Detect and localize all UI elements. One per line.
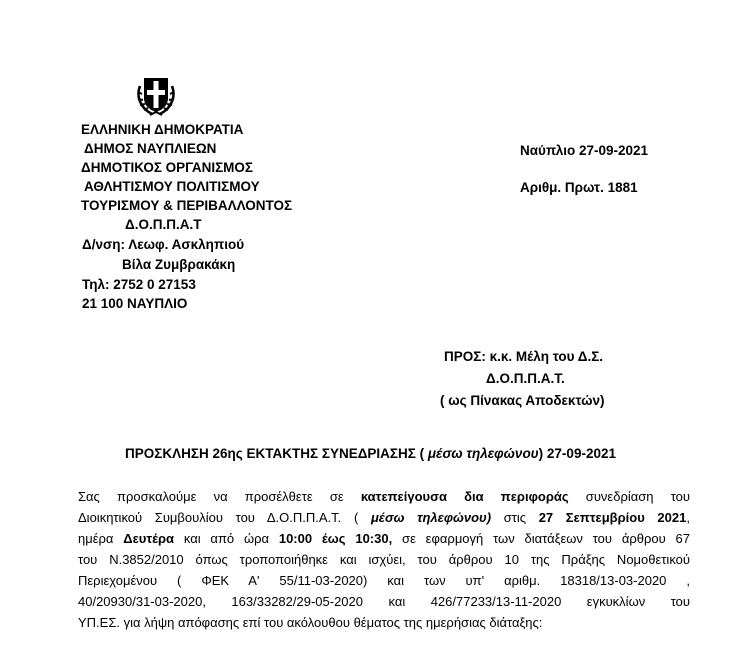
body-line-2: [78, 507, 690, 528]
header-line-address: Δ/νση: Λεωφ. Ασκληπιού: [82, 237, 245, 252]
header-line-phone: Τηλ: 2752 0 27153: [82, 277, 196, 292]
body-line-5: Περιεχομένου ( ΦΕΚ Α' 55/11-03-2020) και των υπ' αριθμ. 18318/13-03-2020 ,: [78, 573, 690, 588]
body-bold-time: 10:00 έως 10:30,: [278, 531, 393, 546]
body-text: Σας προσκαλούμε να προσέλθετε σε: [78, 489, 361, 504]
header-line-organization: ΔΗΜΟΤΙΚΟΣ ΟΡΓΑΝΙΣΜΟΣ: [81, 160, 254, 175]
body-text: ,: [686, 510, 690, 525]
header-line-republic: ΕΛΛΗΝΙΚΗ ΔΗΜΟΚΡΑΤΙΑ: [81, 122, 244, 137]
title-prefix: ΠΡΟΣΚΛΗΣΗ 26ης ΕΚΤΑΚΤΗΣ ΣΥΝΕΔΡΙΑΣΗΣ (: [125, 446, 428, 461]
body-line-7: ΥΠ.ΕΣ. για λήψη απόφασης επί του ακόλουθου θέματος της ημερήσιας διάταξης:: [78, 615, 543, 630]
invitation-title: [125, 446, 616, 461]
title-italic: μέσω τηλεφώνου: [427, 446, 539, 461]
document-date: Ναύπλιο 27-09-2021: [520, 143, 649, 158]
body-text: Διοικητικού Συμβουλίου του Δ.Ο.Π.Π.Α.Τ. (: [78, 510, 371, 525]
recipients-note: ( ως Πίνακας Αποδεκτών): [440, 393, 605, 408]
greek-coat-of-arms-icon: [134, 72, 178, 118]
header-line-municipality: ΔΗΜΟΣ ΝΑΥΠΛΙΕΩΝ: [84, 141, 217, 156]
body-bold-date: 27 Σεπτεμβρίου 2021: [538, 510, 687, 525]
body-text: στις: [491, 510, 539, 525]
body-bold-italic-text: μέσω τηλεφώνου): [370, 510, 492, 525]
body-text: συνεδρίαση του: [568, 489, 690, 504]
body-bold-day: Δευτέρα: [123, 531, 175, 546]
title-suffix: ) 27-09-2021: [538, 446, 616, 461]
header-line-sports-culture: ΑΘΛΗΤΙΣΜΟΥ ΠΟΛΙΤΙΣΜΟΥ: [84, 179, 260, 194]
header-line-villa: Βίλα Ζυμβρακάκη: [122, 257, 236, 272]
recipients-line: ΠΡΟΣ: κ.κ. Μέλη του Δ.Σ.: [444, 349, 604, 364]
recipients-org: Δ.Ο.Π.Π.Α.Τ.: [486, 371, 565, 386]
header-line-acronym: Δ.Ο.Π.Π.Α.Τ: [125, 217, 202, 232]
protocol-number: Αριθμ. Πρωτ. 1881: [520, 180, 638, 195]
body-line-4: του Ν.3852/2010 όπως τροποποιήθηκε και ισχύει, του άρθρου 10 της Πράξης Νομοθετικού: [78, 552, 690, 567]
body-text: και από ώρα: [174, 531, 279, 546]
body-line-1: [78, 486, 690, 507]
body-line-3: [78, 528, 690, 549]
body-text: σε εφαρμογή των διατάξεων του άρθρου 67: [392, 531, 690, 546]
body-text: ημέρα: [78, 531, 124, 546]
header-line-postal: 21 100 ΝΑΥΠΛΙΟ: [82, 296, 188, 311]
body-line-6: 40/20930/31-03-2020, 163/33282/29-05-2020 και 426/77233/13-11-2020 εγκυκλίων του: [78, 594, 690, 609]
header-line-tourism-environment: ΤΟΥΡΙΣΜΟΥ & ΠΕΡΙΒΑΛΛΟΝΤΟΣ: [81, 198, 293, 213]
invitation-body: [78, 486, 690, 633]
body-bold-text: κατεπείγουσα δια περιφοράς: [360, 489, 569, 504]
